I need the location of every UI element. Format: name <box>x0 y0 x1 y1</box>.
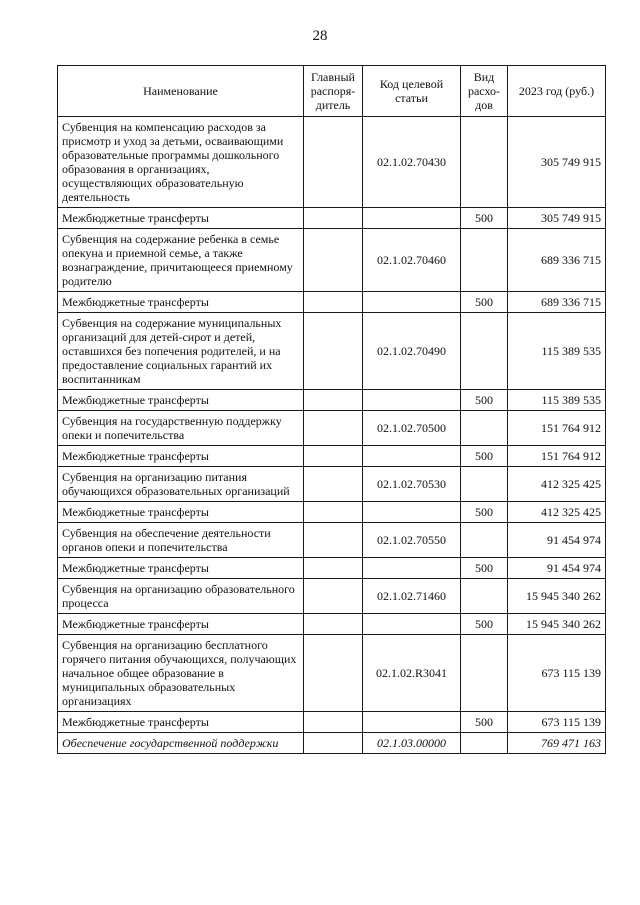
header-admin: Главный распоря- дитель <box>304 66 363 117</box>
cell-code: 02.1.02.70430 <box>363 117 461 208</box>
cell-amount: 305 749 915 <box>508 208 606 229</box>
table-row <box>58 467 606 502</box>
cell-name: Межбюджетные трансферты <box>58 558 304 579</box>
cell-name: Межбюджетные трансферты <box>58 614 304 635</box>
cell-admin <box>304 733 363 754</box>
table-row <box>58 579 606 614</box>
cell-code: 02.1.02.70530 <box>363 467 461 502</box>
cell-type: 500 <box>461 712 508 733</box>
table-row <box>58 117 606 208</box>
cell-type <box>461 467 508 502</box>
table-row <box>58 733 606 754</box>
header-type: Вид расхо- дов <box>461 66 508 117</box>
cell-name: Субвенция на содержание муниципальных организаций для детей-сирот и детей, оставшихся без попечения родителей, и на предоставление социальных гарантий их воспитанникам <box>58 313 304 390</box>
cell-amount: 673 115 139 <box>508 635 606 712</box>
cell-type <box>461 579 508 614</box>
cell-amount: 151 764 912 <box>508 446 606 467</box>
header-code: Код целевой статьи <box>363 66 461 117</box>
cell-admin <box>304 579 363 614</box>
cell-amount: 689 336 715 <box>508 229 606 292</box>
cell-admin <box>304 446 363 467</box>
cell-amount: 305 749 915 <box>508 117 606 208</box>
cell-amount: 15 945 340 262 <box>508 579 606 614</box>
table-row <box>58 614 606 635</box>
cell-name: Межбюджетные трансферты <box>58 712 304 733</box>
cell-code: 02.1.02.70460 <box>363 229 461 292</box>
cell-amount: 91 454 974 <box>508 558 606 579</box>
cell-name: Субвенция на компенсацию расходов за присмотр и уход за детьми, осваивающими образовательные программы дошкольного образования в организациях, осуществляющих образовательную деятельность <box>58 117 304 208</box>
budget-table <box>57 65 606 754</box>
cell-name: Межбюджетные трансферты <box>58 208 304 229</box>
cell-amount: 689 336 715 <box>508 292 606 313</box>
cell-code: 02.1.02.R3041 <box>363 635 461 712</box>
cell-type: 500 <box>461 614 508 635</box>
table-row <box>58 390 606 411</box>
cell-amount: 412 325 425 <box>508 502 606 523</box>
table-row <box>58 411 606 446</box>
cell-code <box>363 292 461 313</box>
cell-code: 02.1.02.71460 <box>363 579 461 614</box>
table-row <box>58 313 606 390</box>
cell-admin <box>304 313 363 390</box>
cell-code <box>363 208 461 229</box>
cell-admin <box>304 229 363 292</box>
header-name: Наименование <box>58 66 304 117</box>
page-number: 28 <box>312 28 328 44</box>
cell-admin <box>304 208 363 229</box>
cell-name: Межбюджетные трансферты <box>58 390 304 411</box>
cell-type <box>461 523 508 558</box>
cell-admin <box>304 117 363 208</box>
cell-type: 500 <box>461 558 508 579</box>
cell-admin <box>304 467 363 502</box>
cell-type <box>461 733 508 754</box>
cell-amount: 769 471 163 <box>508 733 606 754</box>
cell-type: 500 <box>461 446 508 467</box>
cell-code <box>363 390 461 411</box>
cell-name: Субвенция на организацию питания обучающихся образовательных организаций <box>58 467 304 502</box>
table-row <box>58 446 606 467</box>
cell-name: Обеспечение государственной поддержки <box>58 733 304 754</box>
cell-type: 500 <box>461 502 508 523</box>
cell-type <box>461 411 508 446</box>
cell-code: 02.1.02.70490 <box>363 313 461 390</box>
table-row <box>58 712 606 733</box>
cell-code <box>363 614 461 635</box>
cell-admin <box>304 558 363 579</box>
cell-admin <box>304 502 363 523</box>
cell-amount: 151 764 912 <box>508 411 606 446</box>
cell-name: Межбюджетные трансферты <box>58 502 304 523</box>
cell-code: 02.1.02.70550 <box>363 523 461 558</box>
cell-amount: 15 945 340 262 <box>508 614 606 635</box>
table-body <box>58 117 606 754</box>
cell-admin <box>304 614 363 635</box>
cell-amount: 412 325 425 <box>508 467 606 502</box>
cell-name: Субвенция на организацию бесплатного горячего питания обучающихся, получающих начальное общее образование в муниципальных образовательных организациях <box>58 635 304 712</box>
table-row <box>58 208 606 229</box>
table-row <box>58 558 606 579</box>
table-row <box>58 635 606 712</box>
cell-type <box>461 117 508 208</box>
cell-code: 02.1.03.00000 <box>363 733 461 754</box>
cell-admin <box>304 635 363 712</box>
cell-name: Межбюджетные трансферты <box>58 292 304 313</box>
cell-name: Субвенция на государственную поддержку опеки и попечительства <box>58 411 304 446</box>
cell-type: 500 <box>461 208 508 229</box>
cell-name: Субвенция на организацию образовательного процесса <box>58 579 304 614</box>
table-row <box>58 502 606 523</box>
table-row <box>58 229 606 292</box>
cell-admin <box>304 411 363 446</box>
cell-type <box>461 313 508 390</box>
cell-name: Субвенция на содержание ребенка в семье опекуна и приемной семье, а также вознаграждение, причитающееся приемному родителю <box>58 229 304 292</box>
cell-name: Субвенция на обеспечение деятельности органов опеки и попечительства <box>58 523 304 558</box>
cell-type: 500 <box>461 390 508 411</box>
table-header-row <box>58 66 606 117</box>
table-row <box>58 523 606 558</box>
cell-admin <box>304 390 363 411</box>
cell-code: 02.1.02.70500 <box>363 411 461 446</box>
cell-name: Межбюджетные трансферты <box>58 446 304 467</box>
cell-type <box>461 635 508 712</box>
table-row <box>58 292 606 313</box>
cell-code <box>363 446 461 467</box>
cell-code <box>363 558 461 579</box>
cell-amount: 115 389 535 <box>508 313 606 390</box>
cell-code <box>363 712 461 733</box>
cell-admin <box>304 523 363 558</box>
cell-type <box>461 229 508 292</box>
cell-code <box>363 502 461 523</box>
header-amount: 2023 год (руб.) <box>508 66 606 117</box>
cell-admin <box>304 292 363 313</box>
cell-admin <box>304 712 363 733</box>
cell-type: 500 <box>461 292 508 313</box>
cell-amount: 91 454 974 <box>508 523 606 558</box>
cell-amount: 673 115 139 <box>508 712 606 733</box>
cell-amount: 115 389 535 <box>508 390 606 411</box>
